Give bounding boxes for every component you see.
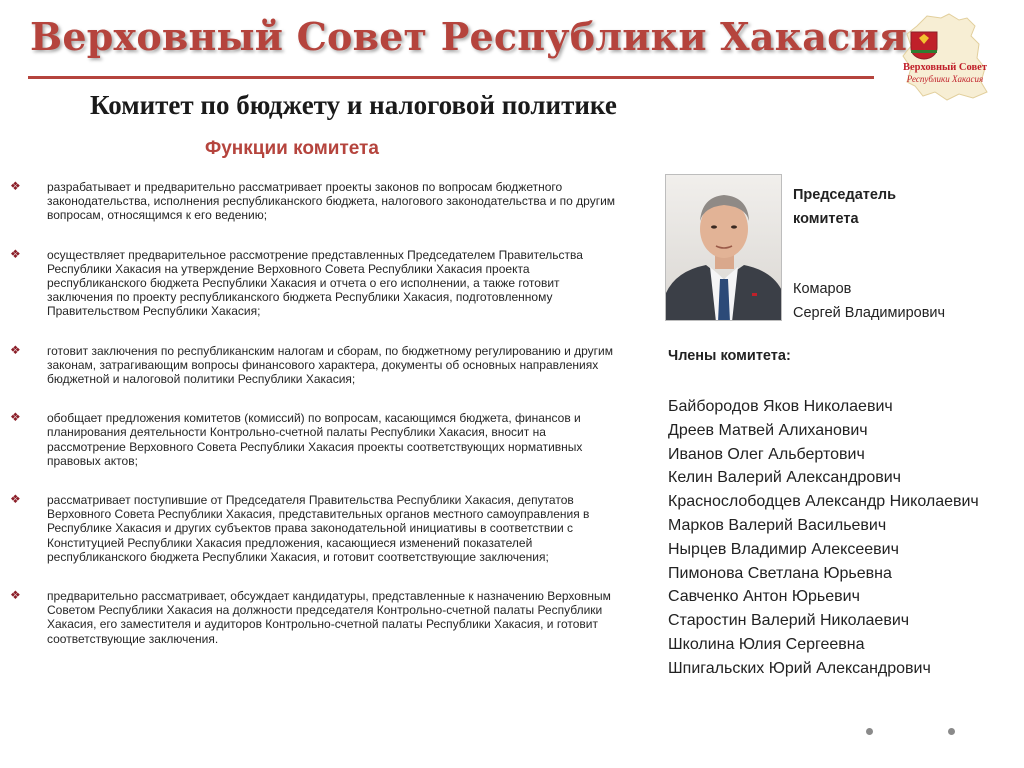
function-item [0,493,640,564]
region-map-icon [897,12,993,102]
functions-list [0,180,640,671]
function-text: предварительно рассматривает, обсуждает кандидатуры, представленные к назначению Верховным Советом Республики Хакасия на должности председателя Контрольно-счетной палаты Республики Хакасия, его заместителя и аудиторов Контрольно-счетной палаты Республики Хакасия, и готовит соответствующие заключения. [47,589,611,646]
diamond-bullet-icon: ❖ [10,179,21,193]
member-name: Савченко Антон Юрьевич [668,588,860,606]
function-text: рассматривает поступившие от Председателя Правительства Республики Хакасия, депутатов Верховного Совета Республики Хакасия, представительных органов местного самоуправления в Республике Хакасия и других субъектов права законодательной инициативы в соответствии с Конституцией Республики Хакасия предложения, касающиеся изменений показателей республиканского бюджета Республики Хакасия, и готовит соответствующие заключения; [47,493,590,564]
diamond-bullet-icon: ❖ [10,588,21,603]
member-name: Марков Валерий Васильевич [668,516,887,534]
member-name: Байбородов Яков Николаевич [668,398,893,415]
chairman-title [793,183,896,231]
diamond-bullet-icon: ❖ [10,410,21,425]
chairman-title-line1: Председатель [793,187,897,203]
function-text: обобщает предложения комитетов (комиссий) по вопросам, касающимся бюджета, финансов и планирования деятельности Контрольно-счетной палаты Республики Хакасия, вносит на рассмотрение Верховного Совета Республики Хакасия проекты соответствующих нормативных правовых актов; [47,411,583,468]
member-name: Школина Юлия Сергеевна [668,635,865,653]
chairman-given-names: Сергей Владимирович [793,305,946,321]
chairman-surname: Комаров [793,281,852,297]
function-text: разрабатывает и предварительно рассматривает проекты законов по вопросам бюджетного законодательства, исполнения республиканского бюджета, налогового законодательства и по другим вопросам, относящимся к его ведению; [47,180,616,223]
member-name: Дреев Матвей Алиханович [668,421,868,439]
logo [897,12,993,102]
slide-nav-dot-prev[interactable] [866,728,873,735]
function-text: осуществляет предварительное рассмотрение представленных Председателем Правительства Республики Хакасия на утверждение Верховного Совета Республики Хакасия проекта республиканского бюджета Республики Хакасия и отчета о его исполнении, а также готовит заключения по проекту республиканского бюджета Республики Хакасия, подготовленному Правительством Республики Хакасия; [47,247,583,319]
function-text: готовит заключения по республиканским налогам и сборам, по бюджетному регулированию и другим законам, затрагивающим вопросы финансового характера, документы об основных направлениях бюджетной и налоговой политики Республики Хакасия; [47,343,613,387]
function-item [0,589,640,646]
member-name: Нырцев Владимир Алексеевич [668,540,899,558]
member-name: Краснослободцев Александр Николаевич [668,493,979,511]
members-list [668,395,979,681]
chairman-photo [665,174,782,321]
diamond-bullet-icon: ❖ [10,342,21,357]
logo-subtext: Республики Хакасия [906,74,984,84]
functions-heading: Функции комитета [205,138,379,159]
function-item [0,344,640,387]
slide-nav-dot-next[interactable] [948,728,955,735]
member-name: Шпигальских Юрий Александрович [668,659,931,677]
chairman-name [793,277,945,325]
member-name: Иванов Олег Альбертович [668,445,865,463]
diamond-bullet-icon: ❖ [10,492,21,507]
diamond-bullet-icon: ❖ [10,246,21,261]
committee-name: Комитет по бюджету и налоговой политике [90,90,617,120]
function-item [0,180,640,223]
chairman-title-line2: комитета [793,211,859,227]
title-divider [28,76,874,79]
chairman-portrait [666,175,782,321]
page-title: Верховный Совет Республики Хакасия [30,14,908,59]
function-item [0,411,640,468]
logo-text: Верховный Совет [903,62,987,73]
function-item [0,248,640,319]
member-name: Келин Валерий Александрович [668,469,901,487]
members-heading: Члены комитета: [668,348,791,364]
member-name: Пимонова Светлана Юрьевна [668,564,892,582]
member-name: Старостин Валерий Николаевич [668,612,910,630]
